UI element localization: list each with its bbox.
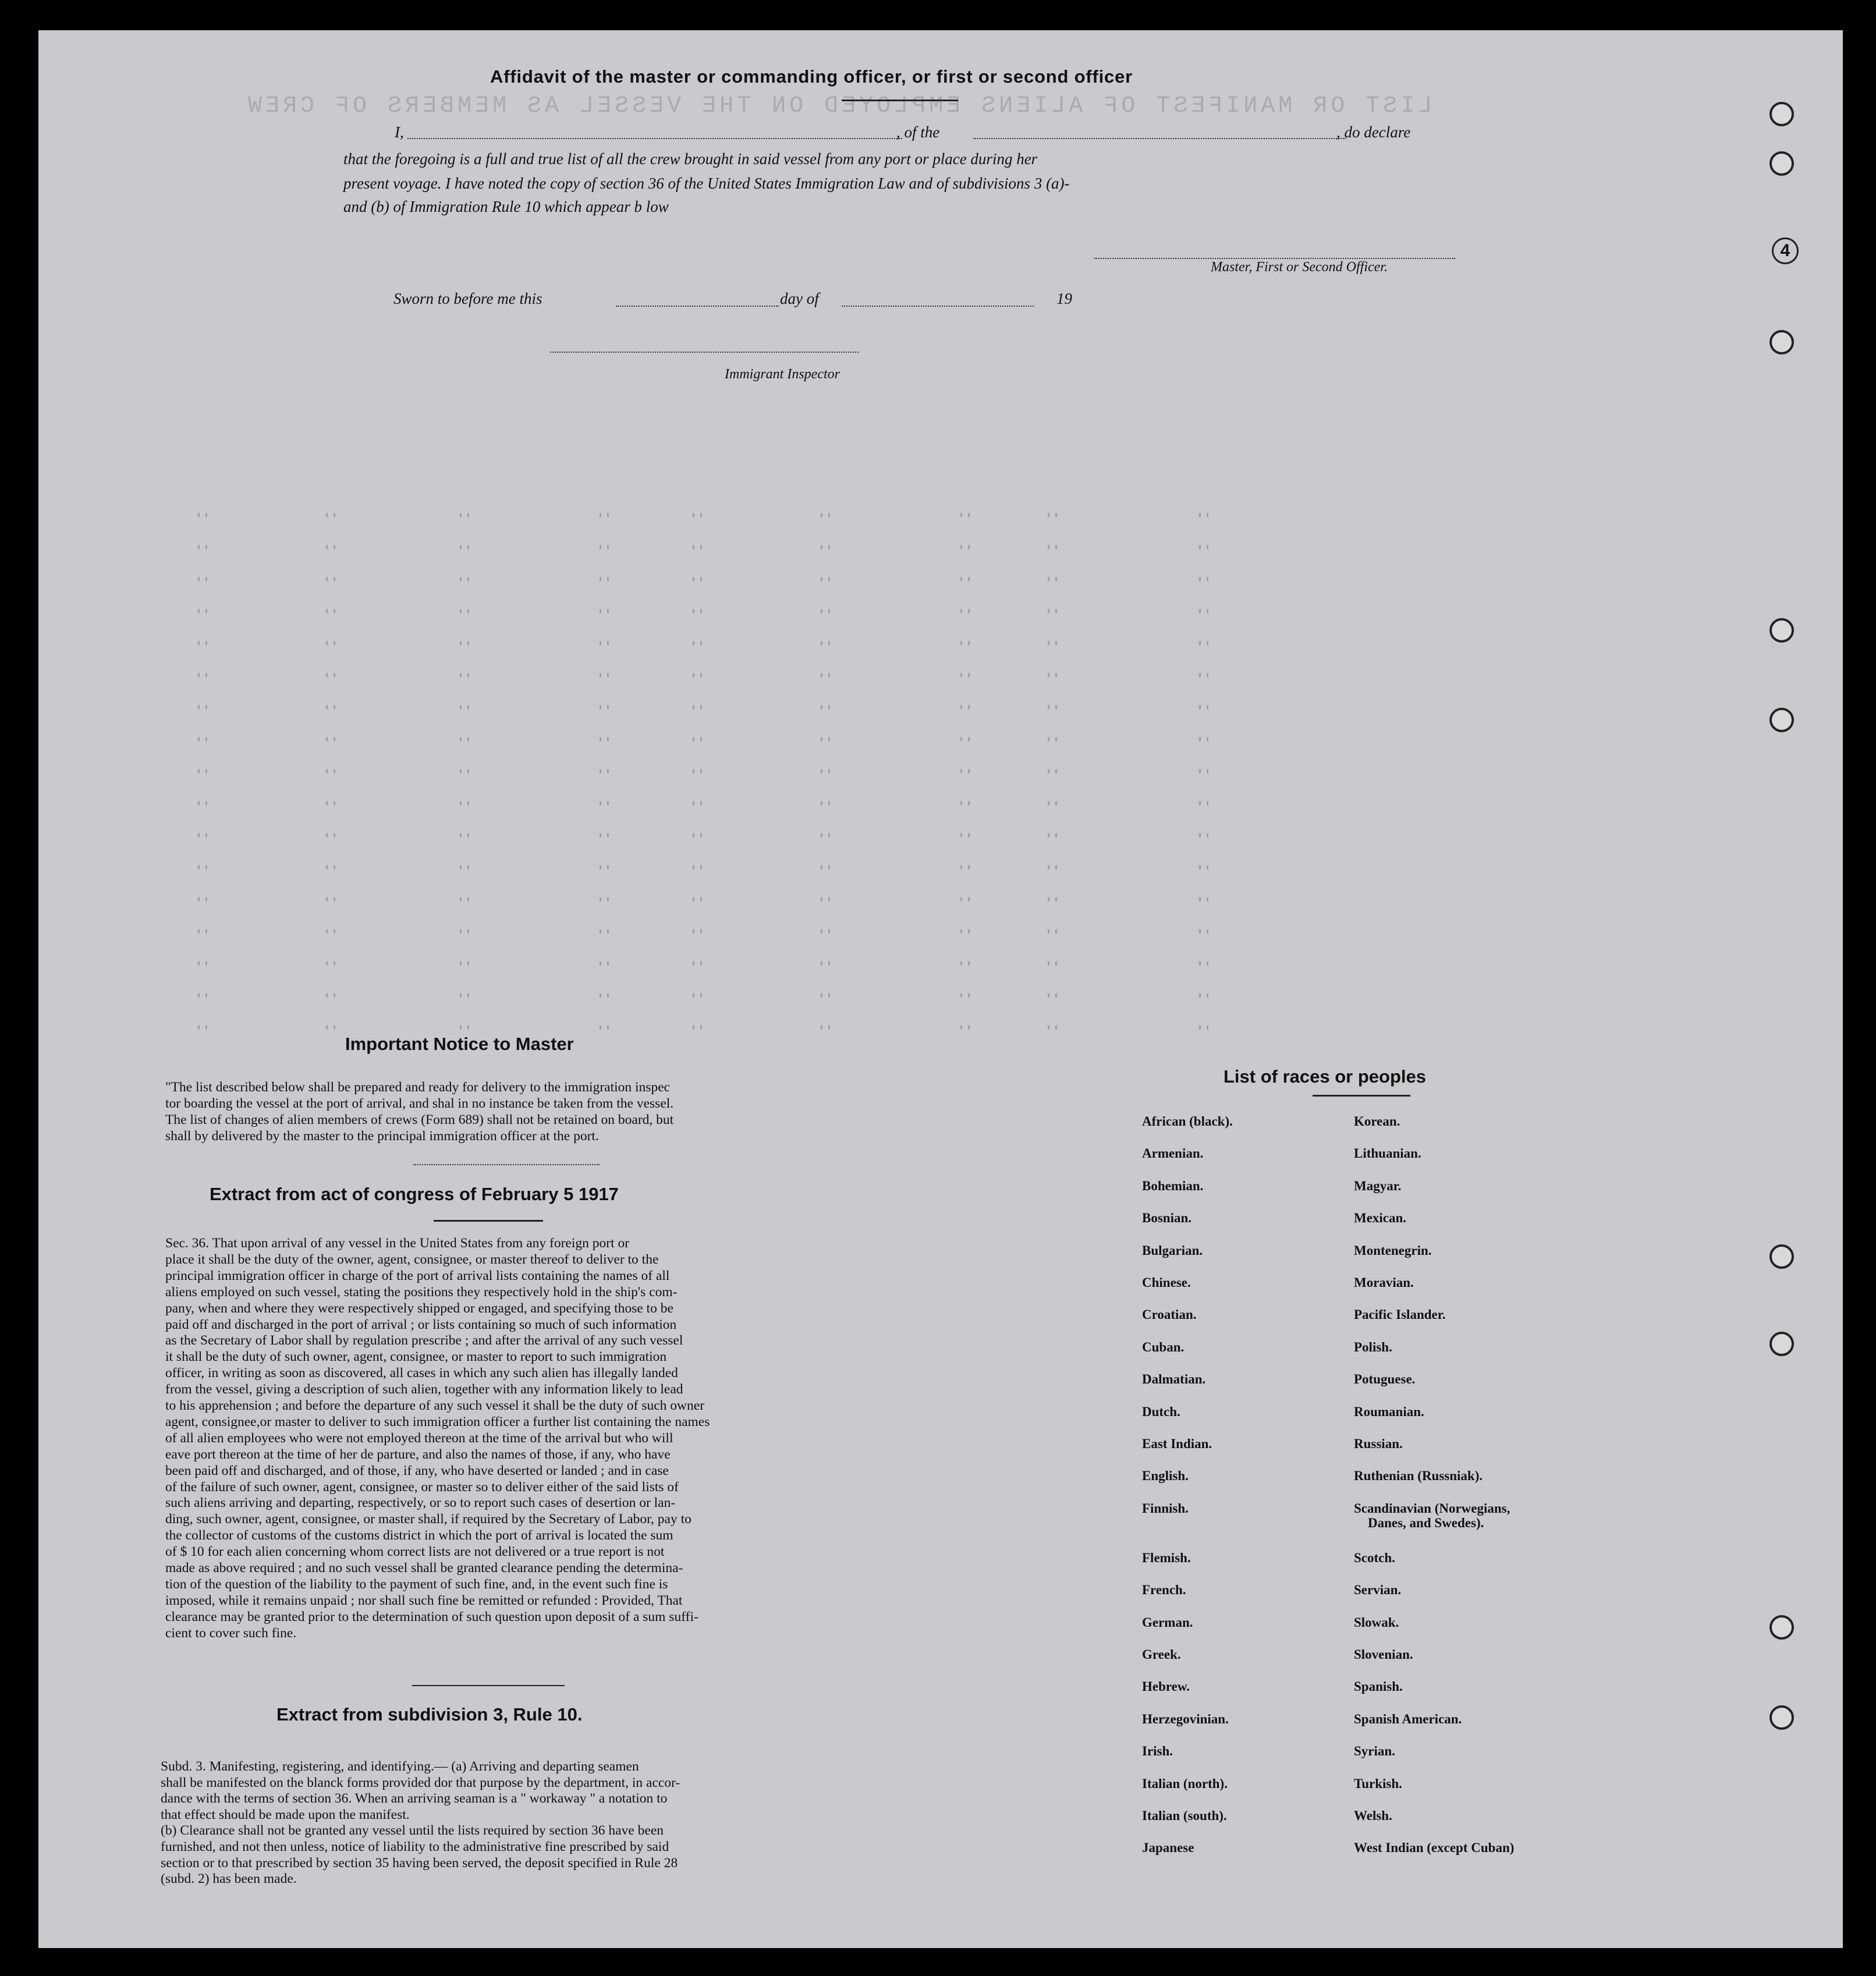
ghost-mark: [821, 673, 830, 677]
race-item: African (black).: [1142, 1114, 1233, 1129]
ghost-mark: [960, 801, 970, 806]
ghost-mark: [821, 737, 830, 742]
affidavit-do-declare: , do declare: [1336, 123, 1411, 141]
ghost-mark: [960, 769, 970, 774]
race-item: Italian (north).: [1142, 1776, 1228, 1791]
ghost-mark: [326, 962, 335, 966]
ghost-mark: [198, 641, 207, 645]
ghost-mark: [326, 801, 335, 806]
ghost-mark: [198, 769, 207, 774]
race-item: Pacific Islander.: [1354, 1307, 1446, 1322]
race-item: Spanish.: [1354, 1679, 1403, 1694]
ghost-mark: [960, 609, 970, 613]
race-item: Hebrew.: [1142, 1679, 1190, 1694]
act-line: pany, when and where they were respectively shipped or engaged, and specifying those to be: [165, 1300, 673, 1316]
rule-line: Subd. 3. Manifesting, registering, and identifying.— (a) Arriving and departing seamen: [161, 1759, 639, 1774]
ghost-mark: [326, 641, 335, 645]
ghost-mark: [960, 865, 970, 870]
ghost-mark: [693, 865, 702, 870]
ghost-mark: [1048, 737, 1057, 742]
race-item: Armenian.: [1142, 1146, 1204, 1161]
ghost-mark: [821, 769, 830, 774]
race-item: Danes, and Swedes).: [1368, 1515, 1484, 1530]
title-underline: [842, 100, 958, 101]
ghost-mark: [821, 865, 830, 870]
act-line: place it shall be the duty of the owner, agent, consignee, or master thereof to deliver to the: [165, 1251, 659, 1267]
ghost-mark: [1199, 577, 1208, 581]
race-item: Dalmatian.: [1142, 1372, 1206, 1387]
ghost-mark: [198, 609, 207, 613]
act-line: eave port thereon at the time of her de parture, and also the names of those, if any, who have: [165, 1446, 671, 1462]
ghost-mark: [960, 994, 970, 998]
notice-line: The list of changes of alien members of crews (Form 689) shall not be retained on board, but: [165, 1112, 674, 1127]
ghost-mark: [960, 513, 970, 517]
punch-hole: [1769, 151, 1794, 176]
race-item: Mexican.: [1354, 1211, 1407, 1226]
ghost-mark: [821, 1026, 830, 1030]
ghost-mark: [600, 577, 609, 581]
ghost-mark: [693, 994, 702, 998]
ghost-mark: [960, 641, 970, 645]
ghost-mark: [600, 705, 609, 709]
ghost-mark: [960, 545, 970, 549]
ghost-mark: [1199, 833, 1208, 838]
ghost-mark: [460, 1026, 469, 1030]
ghost-mark: [1199, 513, 1208, 517]
ghost-mark: [1199, 705, 1208, 709]
ghost-mark: [693, 609, 702, 613]
ghost-mark: [460, 737, 469, 742]
ghost-mark: [1199, 609, 1208, 613]
rule-title: Extract from subdivision 3, Rule 10.: [276, 1704, 583, 1725]
ghost-mark: [821, 833, 830, 838]
ghost-mark: [1199, 545, 1208, 549]
ghost-mark: [600, 865, 609, 870]
ghost-mark: [460, 801, 469, 806]
ghost-mark: [326, 897, 335, 902]
ghost-mark: [960, 897, 970, 902]
races-title: List of races or peoples: [1224, 1066, 1426, 1087]
ghost-mark: [1048, 641, 1057, 645]
races-title-underline: [1313, 1095, 1410, 1097]
race-item: Spanish American.: [1354, 1711, 1462, 1726]
rule-line: furnished, and not then unless, notice of liability to the administrative fine prescribed by said: [161, 1839, 669, 1854]
race-item: Roumanian.: [1354, 1404, 1424, 1419]
act-line: tion of the question of the liability to the payment of such fine, and, in the event such fine is: [165, 1576, 668, 1592]
race-item: German.: [1142, 1615, 1193, 1630]
ghost-mark: [1048, 833, 1057, 838]
affidavit-line-2: that the foregoing is a full and true list of all the crew brought in said vessel from any port or place during her: [343, 150, 1038, 168]
ghost-mark: [821, 513, 830, 517]
ghost-mark: [326, 769, 335, 774]
ghost-mark: [821, 930, 830, 934]
ghost-mark: [693, 833, 702, 838]
ghost-mark: [326, 930, 335, 934]
ghost-mark: [600, 609, 609, 613]
ghost-mark: [326, 737, 335, 742]
ghost-mark: [600, 930, 609, 934]
act-line: of the failure of such owner, agent, consignee, or master so to deliver either of the said lists of: [165, 1479, 679, 1495]
ghost-mark: [460, 609, 469, 613]
ghost-mark: [821, 641, 830, 645]
ghost-mark: [198, 865, 207, 870]
ghost-mark: [600, 801, 609, 806]
act-line: paid off and discharged in the port of arrival ; or lists containing so much of such information: [165, 1317, 677, 1332]
notice-line: "The list described below shall be prepared and ready for delivery to the immigration inspec: [165, 1080, 671, 1095]
ghost-mark: [460, 545, 469, 549]
signature-caption: Master, First or Second Officer.: [1211, 260, 1388, 275]
affidavit-title: Affidavit of the master or commanding officer, or first or second officer: [490, 66, 1133, 87]
race-item: Moravian.: [1354, 1275, 1414, 1290]
ghost-mark: [600, 962, 609, 966]
ghost-mark: [960, 737, 970, 742]
name-blank: [407, 138, 902, 139]
ghost-mark: [198, 833, 207, 838]
rule-line: dance with the terms of section 36. When an arriving seaman is a " workaway " a notation to: [161, 1791, 668, 1807]
ghost-mark: [960, 962, 970, 966]
notice-line: shall by delivered by the master to the principal immigration officer at the port.: [165, 1129, 599, 1144]
ghost-mark: [1199, 962, 1208, 966]
ghost-mark: [1048, 962, 1057, 966]
ghost-mark: [600, 641, 609, 645]
sworn-label: Sworn to before me this: [393, 290, 542, 307]
race-item: Scandinavian (Norwegians,: [1354, 1500, 1510, 1516]
ghost-mark: [960, 930, 970, 934]
act-line: the collector of customs of the customs district in which the port of arrival is located the sum: [165, 1528, 673, 1544]
race-item: Servian.: [1354, 1583, 1402, 1598]
ghost-mark: [326, 545, 335, 549]
ghost-mark: [821, 705, 830, 709]
ghost-mark: [600, 769, 609, 774]
ghost-mark: [693, 673, 702, 677]
race-item: Syrian.: [1354, 1744, 1395, 1759]
ghost-mark: [326, 705, 335, 709]
ghost-mark: [1199, 641, 1208, 645]
ghost-mark: [1048, 865, 1057, 870]
ghost-mark: [326, 1026, 335, 1030]
ghost-mark: [693, 737, 702, 742]
ghost-mark: [326, 609, 335, 613]
ghost-mark: [326, 577, 335, 581]
notice-title: Important Notice to Master: [345, 1034, 574, 1054]
ghost-mark: [821, 545, 830, 549]
ghost-mark: [693, 962, 702, 966]
inspector-caption: Immigrant Inspector: [725, 367, 840, 382]
act-line: made as above required ; and no such vessel shall be granted clearance pending the determina-: [165, 1560, 683, 1576]
punch-hole: [1769, 330, 1794, 354]
punch-hole: [1769, 1705, 1794, 1730]
ghost-mark: [960, 1026, 970, 1030]
race-item: Greek.: [1142, 1647, 1181, 1662]
ghost-mark: [821, 577, 830, 581]
act-line: to his apprehension ; and before the departure of any such vessel it shall be the duty of such owner: [165, 1398, 705, 1413]
race-item: Ruthenian (Russniak).: [1354, 1468, 1483, 1484]
ghost-mark: [600, 545, 609, 549]
ghost-mark: [326, 673, 335, 677]
rule-line: section or to that prescribed by section 35 having been served, the deposit specified in Rule 28: [161, 1855, 678, 1871]
act-line: officer, in writing as soon as discovered, all cases in which any such alien has illegally landed: [165, 1365, 678, 1381]
ghost-mark: [460, 673, 469, 677]
race-item: Cuban.: [1142, 1339, 1185, 1354]
background-header: LIST OR MANIFEST OF ALIENS EMPLOYED ON THE VESSEL AS MEMBERS OF CREW: [244, 93, 1432, 119]
punch-hole: [1769, 1615, 1794, 1640]
ghost-mark: [1048, 769, 1057, 774]
year-label: 19: [1056, 290, 1072, 307]
race-item: Korean.: [1354, 1114, 1400, 1129]
race-item: Turkish.: [1354, 1776, 1402, 1791]
ghost-mark: [960, 833, 970, 838]
race-item: Slovenian.: [1354, 1647, 1413, 1662]
ghost-mark: [1048, 545, 1057, 549]
ghost-mark: [693, 513, 702, 517]
race-item: Slowak.: [1354, 1615, 1399, 1630]
affidavit-line-3: present voyage. I have noted the copy of section 36 of the United States Immigration Law and of subdivisions 3 (a)-: [343, 175, 1070, 192]
ghost-mark: [960, 673, 970, 677]
ghost-mark: [1048, 994, 1057, 998]
ghost-mark: [460, 641, 469, 645]
ghost-mark: [198, 545, 207, 549]
act-line: such aliens arriving and departing, respectively, or so to report such cases of desertion or lan-: [165, 1495, 676, 1511]
act-line: as the Secretary of Labor shall by regulation prescribe ; and after the arrival of any such vessel: [165, 1333, 683, 1349]
ghost-mark: [460, 513, 469, 517]
race-item: Magyar.: [1354, 1178, 1402, 1193]
act-line: of $ 10 for each alien concerning whom correct lists are not delivered or a true report is not: [165, 1544, 665, 1560]
ghost-mark: [198, 577, 207, 581]
ghost-mark: [1048, 673, 1057, 677]
ghost-mark: [198, 994, 207, 998]
rule-line: that effect should be made upon the manifest.: [161, 1807, 410, 1822]
race-item: English.: [1142, 1468, 1189, 1484]
ghost-mark: [821, 897, 830, 902]
ghost-mark: [1199, 769, 1208, 774]
ghost-mark: [1048, 801, 1057, 806]
rule-line: (subd. 2) has been made.: [161, 1871, 297, 1887]
ghost-mark: [1199, 994, 1208, 998]
punch-hole: [1769, 618, 1794, 643]
ghost-mark: [198, 801, 207, 806]
ghost-mark: [1199, 865, 1208, 870]
ghost-mark: [600, 673, 609, 677]
ghost-mark: [1048, 1026, 1057, 1030]
ghost-mark: [460, 962, 469, 966]
act-title: Extract from act of congress of February 5 1917: [210, 1184, 619, 1204]
act-line: ding, such owner, agent, consignee, or master shall, if required by the Secretary of Labor, pay to: [165, 1512, 691, 1527]
act-line: from the vessel, giving a description of such alien, together with any information likely to lead: [165, 1382, 683, 1397]
ghost-mark: [1199, 801, 1208, 806]
race-item: East Indian.: [1142, 1436, 1212, 1451]
ghost-mark: [1048, 609, 1057, 613]
ghost-mark: [1048, 705, 1057, 709]
act-line: cient to cover such fine.: [165, 1625, 297, 1641]
ghost-mark: [960, 577, 970, 581]
notice-line: tor boarding the vessel at the port of arrival, and shal in no instance be taken from the vessel.: [165, 1096, 674, 1111]
race-item: Scotch.: [1354, 1550, 1395, 1565]
ghost-mark: [693, 769, 702, 774]
race-item: Herzegovinian.: [1142, 1711, 1229, 1726]
affidavit-line-4: and (b) of Immigration Rule 10 which appear b low: [343, 198, 669, 215]
ghost-mark: [460, 865, 469, 870]
act-line: principal immigration officer in charge of the port of arrival lists containing the names of all: [165, 1268, 670, 1283]
ghost-mark: [460, 897, 469, 902]
ghost-mark: [821, 801, 830, 806]
race-item: Bosnian.: [1142, 1211, 1192, 1226]
act-line: agent, consignee,or master to deliver to such immigration officer a further list containing the names: [165, 1414, 710, 1429]
ghost-mark: [693, 1026, 702, 1030]
race-item: Japanese: [1142, 1840, 1194, 1856]
ghost-mark: [1048, 930, 1057, 934]
ghost-mark: [198, 930, 207, 934]
vessel-blank: [973, 138, 1346, 139]
sworn-month-blank: [842, 306, 1034, 307]
ghost-mark: [693, 801, 702, 806]
act-line: imposed, while it remains unpaid ; nor shall such fine be remitted or refunded : Provided, That: [165, 1592, 683, 1608]
ghost-mark: [326, 513, 335, 517]
race-item: Finnish.: [1142, 1500, 1189, 1516]
ghost-mark: [600, 897, 609, 902]
ghost-mark: [326, 865, 335, 870]
race-item: Croatian.: [1142, 1307, 1197, 1322]
ghost-mark: [1199, 673, 1208, 677]
affidavit-of-the: , of the: [896, 123, 940, 141]
act-title-underline: [434, 1220, 543, 1222]
act-line: of all alien employees who were not employed thereon at the time of the arrival but who will: [165, 1430, 673, 1446]
rule-line: (b) Clearance shall not be granted any vessel until the lists required by section 36 have been: [161, 1823, 664, 1839]
ghost-mark: [198, 673, 207, 677]
document-page: [38, 30, 1843, 1948]
ghost-mark: [460, 577, 469, 581]
race-item: Flemish.: [1142, 1550, 1191, 1565]
inspector-blank: [550, 352, 859, 353]
race-item: Dutch.: [1142, 1404, 1180, 1419]
ghost-mark: [821, 609, 830, 613]
ghost-mark: [693, 545, 702, 549]
race-item: Potuguese.: [1354, 1372, 1416, 1387]
ghost-mark: [1199, 930, 1208, 934]
punch-hole: [1769, 708, 1794, 732]
ghost-mark: [198, 737, 207, 742]
ghost-mark: [326, 833, 335, 838]
ghost-mark: [1199, 897, 1208, 902]
race-item: Irish.: [1142, 1744, 1173, 1759]
ghost-mark: [600, 737, 609, 742]
act-end-rule: [412, 1685, 565, 1686]
race-item: Chinese.: [1142, 1275, 1191, 1290]
ghost-mark: [1048, 577, 1057, 581]
act-line: clearance may be granted prior to the determination of such question upon deposit of a sum suffi-: [165, 1609, 698, 1624]
ghost-mark: [198, 705, 207, 709]
ghost-mark: [600, 1026, 609, 1030]
ghost-mark: [1048, 513, 1057, 517]
race-item: Welsh.: [1354, 1808, 1392, 1823]
act-line: aliens employed on such vessel, stating the positions they respectively hold in the ship's com-: [165, 1284, 678, 1300]
race-item: Lithuanian.: [1354, 1146, 1421, 1161]
punch-hole: [1769, 102, 1794, 126]
ghost-mark: [1199, 737, 1208, 742]
race-item: West Indian (except Cuban): [1354, 1840, 1515, 1856]
signature-blank: [1094, 258, 1455, 259]
ghost-mark: [1199, 1026, 1208, 1030]
ghost-mark: [460, 930, 469, 934]
race-item: Polish.: [1354, 1339, 1392, 1354]
ghost-mark: [460, 705, 469, 709]
ghost-mark: [693, 705, 702, 709]
ghost-mark: [198, 513, 207, 517]
ghost-mark: [198, 962, 207, 966]
race-item: Bohemian.: [1142, 1178, 1204, 1193]
ghost-mark: [693, 577, 702, 581]
stamp-number: 4: [1772, 237, 1799, 264]
ghost-mark: [198, 1026, 207, 1030]
race-item: Montenegrin.: [1354, 1243, 1432, 1258]
ghost-mark: [821, 994, 830, 998]
ghost-mark: [693, 930, 702, 934]
act-line: been paid off and discharged, and of those, if any, who have deserted or landed ; and in case: [165, 1463, 669, 1478]
ghost-mark: [460, 769, 469, 774]
race-item: Russian.: [1354, 1436, 1403, 1451]
race-item: Bulgarian.: [1142, 1243, 1203, 1258]
ghost-mark: [460, 833, 469, 838]
act-line: it shall be the duty of such owner, agent, consignee, or master to report to such immigration: [165, 1349, 667, 1365]
ghost-mark: [1048, 897, 1057, 902]
ghost-mark: [821, 962, 830, 966]
ghost-mark: [600, 833, 609, 838]
race-item: Italian (south).: [1142, 1808, 1227, 1823]
notice-divider: [413, 1164, 600, 1165]
ghost-mark: [600, 513, 609, 517]
ghost-mark: [693, 641, 702, 645]
punch-hole: [1769, 1332, 1794, 1356]
punch-hole: [1769, 1244, 1794, 1269]
affidavit-i: I,: [395, 123, 404, 141]
act-line: Sec. 36. That upon arrival of any vessel in the United States from any foreign port or: [165, 1236, 630, 1251]
race-item: French.: [1142, 1583, 1186, 1598]
ghost-mark: [460, 994, 469, 998]
ghost-mark: [326, 994, 335, 998]
ghost-mark: [600, 994, 609, 998]
rule-line: shall be manifested on the blanck forms provided dor that purpose by the department, in accor-: [161, 1775, 680, 1790]
ghost-mark: [960, 705, 970, 709]
ghost-mark: [693, 897, 702, 902]
sworn-day-blank: [616, 306, 779, 307]
ghost-mark: [198, 897, 207, 902]
day-of-label: day of: [780, 290, 819, 307]
